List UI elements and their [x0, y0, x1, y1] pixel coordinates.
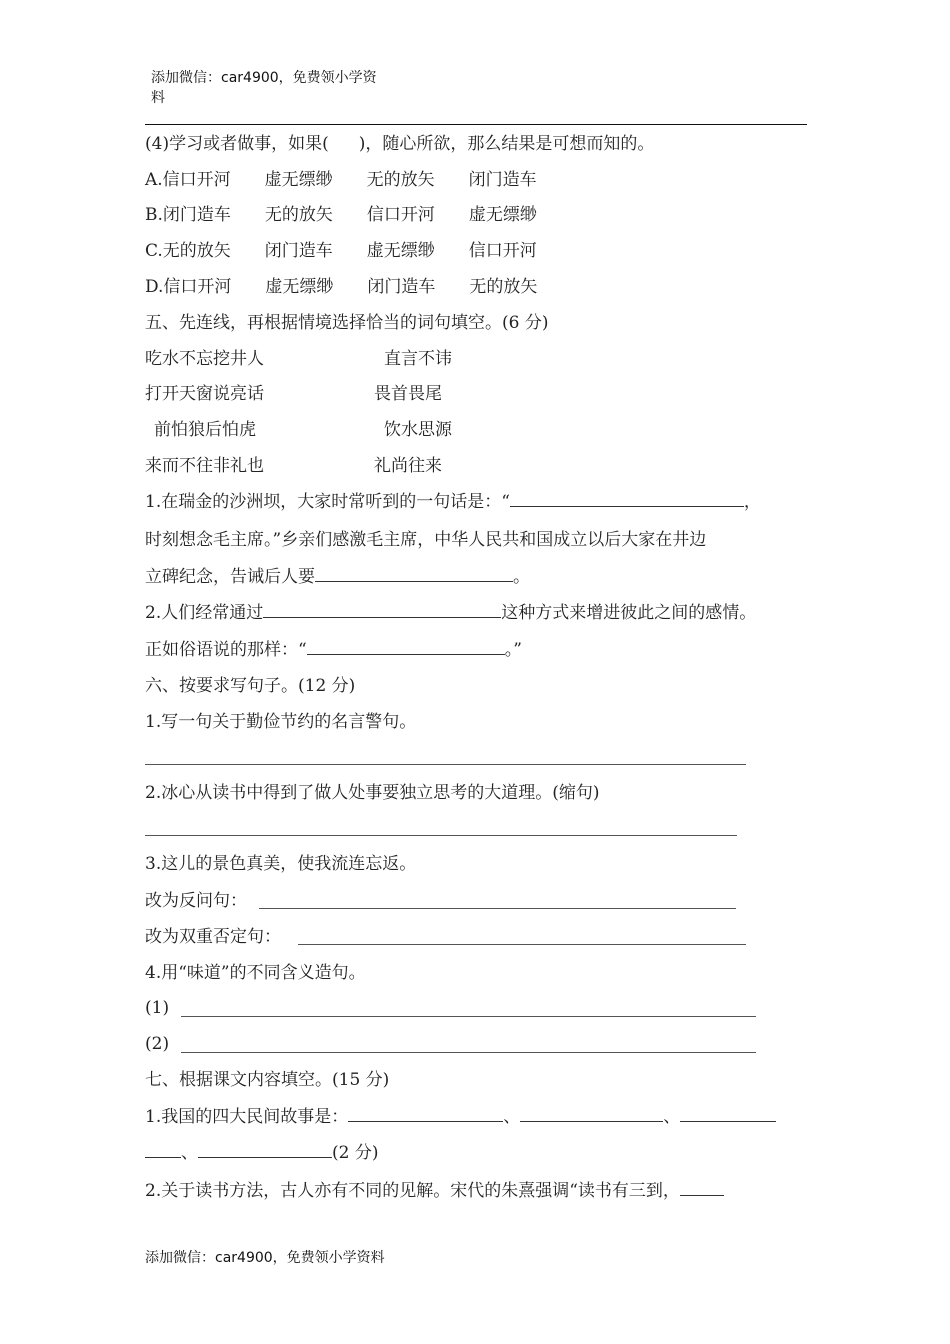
q4-option-a: A.信口开河 虚无缥缈 无的放矢 闭门造车 — [145, 170, 537, 190]
match-left-4: 来而不往非礼也 — [145, 456, 264, 476]
section6-title: 六、按要求写句子。(12 分) — [145, 676, 356, 696]
s6-q2-answer-line[interactable] — [145, 835, 737, 836]
s5-q2-blank1[interactable] — [263, 602, 501, 618]
s7-q1-blank1[interactable] — [348, 1106, 503, 1122]
page-header — [151, 68, 401, 108]
q4-stem: (4)学习或者做事，如果( )，随心所欲，那么结果是可想而知的。 — [145, 134, 655, 154]
s5-q1-blank2[interactable] — [315, 566, 513, 582]
match-right-4: 礼尚往来 — [374, 456, 442, 476]
s6-q3-rhetorical-line[interactable] — [259, 908, 736, 909]
s6-q3: 3.这儿的景色真美，使我流连忘返。 — [145, 854, 417, 874]
header-rule — [145, 124, 807, 125]
header-line-1: 添加微信：car4900，免费领小学资 — [151, 70, 377, 86]
s6-q1-answer-line[interactable] — [145, 764, 746, 765]
s6-q4-2: (2) — [145, 1034, 170, 1054]
s7-q1-blank3[interactable] — [680, 1106, 776, 1122]
s5-q1-line1: 1.在瑞金的沙洲坝，大家时常听到的一句话是：“ ， — [145, 492, 761, 512]
s6-q4: 4.用“味道”的不同含义造句。 — [145, 963, 366, 983]
s6-q4-2-line[interactable] — [181, 1052, 756, 1053]
q4-option-c: C.无的放矢 闭门造车 虚无缥缈 信口开河 — [145, 241, 537, 261]
s6-q4-1: (1) — [145, 998, 170, 1018]
page-footer: 添加微信：car4900，免费领小学资料 — [145, 1250, 385, 1266]
match-right-3: 饮水思源 — [384, 420, 452, 440]
s6-q4-1-line[interactable] — [181, 1016, 756, 1017]
s6-q3-double-negative-line[interactable] — [298, 944, 746, 945]
s5-q1-line2: 时刻想念毛主席。”乡亲们感激毛主席，中华人民共和国成立以后大家在井边 — [145, 530, 707, 550]
match-right-1: 直言不讳 — [384, 349, 452, 369]
s7-q2: 2.关于读书方法，古人亦有不同的见解。宋代的朱熹强调“读书有三到， — [145, 1180, 724, 1202]
match-right-2: 畏首畏尾 — [374, 384, 442, 404]
s7-q1-line1: 1.我国的四大民间故事是： 、 、 — [145, 1106, 776, 1128]
match-left-1: 吃水不忘挖井人 — [145, 349, 264, 369]
s7-q1-blank3-cont[interactable] — [145, 1142, 181, 1158]
s7-q1-line2: 、 (2 分) — [145, 1142, 378, 1164]
section5-title: 五、先连线，再根据情境选择恰当的词句填空。(6 分) — [145, 313, 549, 333]
q4-option-d: D.信口开河 虚无缥缈 闭门造车 无的放矢 — [145, 277, 538, 297]
s7-q2-blank[interactable] — [680, 1180, 724, 1196]
s6-q2: 2.冰心从读书中得到了做人处事要独立思考的大道理。(缩句) — [145, 783, 600, 803]
match-left-2: 打开天窗说亮话 — [145, 384, 264, 404]
s7-q1-blank2[interactable] — [520, 1106, 663, 1122]
section7-title: 七、根据课文内容填空。(15 分) — [145, 1070, 390, 1090]
s6-q1: 1.写一句关于勤俭节约的名言警句。 — [145, 712, 417, 732]
s5-q2-line1: 2.人们经常通过 这种方式来增进彼此之间的感情。 — [145, 603, 757, 623]
s5-q2-blank2[interactable] — [307, 639, 505, 655]
s5-q1-blank1[interactable] — [510, 491, 744, 507]
s6-q3-double-negative: 改为双重否定句： — [145, 927, 281, 947]
match-left-3: 前怕狼后怕虎 — [154, 420, 256, 440]
s5-q1-line3: 立碑纪念，告诫后人要 。 — [145, 567, 530, 587]
s5-q2-line2: 正如俗语说的那样：“ 。” — [145, 640, 522, 660]
q4-option-b: B.闭门造车 无的放矢 信口开河 虚无缥缈 — [145, 205, 537, 225]
header-line-2: 料 — [151, 90, 165, 106]
s6-q3-rhetorical: 改为反问句： — [145, 891, 247, 911]
s7-q1-blank4[interactable] — [198, 1142, 332, 1158]
